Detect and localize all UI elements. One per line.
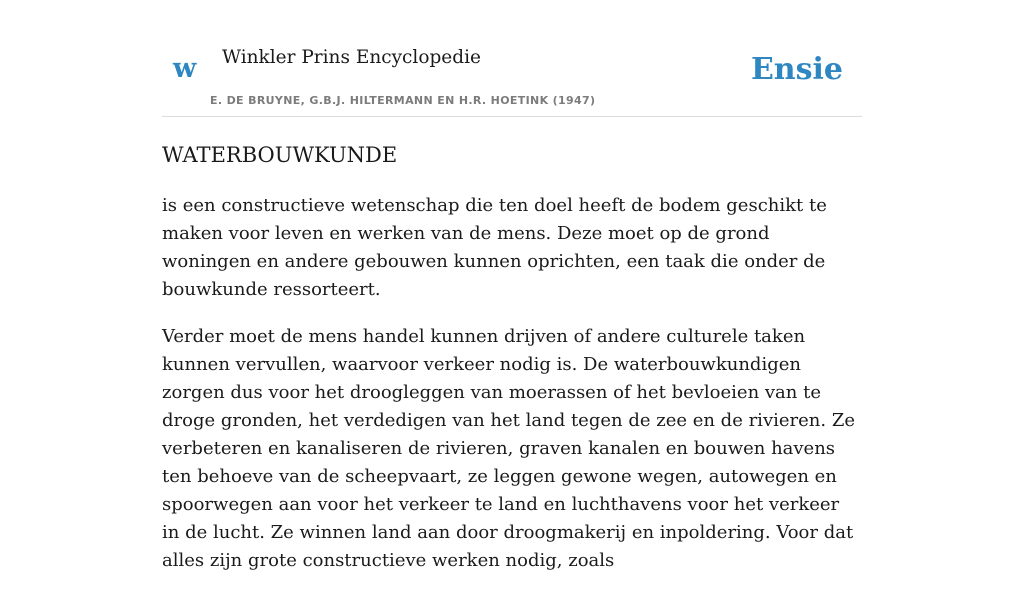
content-column (162, 0, 862, 571)
article-paragraph: Verder moet de mens handel kunnen drijven of andere culturele taken kunnen vervullen, waarvoor verkeer nodig is. De waterbouwkundigen zorgen dus voor het droogleggen van moerassen of het bevloeien van te droge gronden, het verdedigen van het land tegen de zee en de rivieren. Ze verbeteren en kanaliseren de rivieren, graven kanalen en bouwen havens ten behoeve van de scheepvaart, ze leggen gewone wegen, autowegen en spoorwegen aan voor het verkeer te land en luchthavens voor het verkeer in de lucht. Ze winnen land aan door droogmakerij en inpoldering. Voor dat alles zijn grote constructieve werken nodig, zoals (162, 326, 855, 571)
authors-byline: E. DE BRUYNE, G.B.J. HILTERMANN EN H.R. HOETINK (1947) (210, 94, 596, 107)
brand-logo[interactable]: Ensie (750, 52, 843, 87)
article-body (162, 192, 862, 594)
article-paragraph: is een constructieve wetenschap die ten doel heeft de bodem geschikt te maken voor leven en werken van de mens. Deze moet op de grond woningen en andere gebouwen kunnen oprichten, een taak die onder de bouwkunde ressorteert. (162, 195, 827, 300)
site-title[interactable]: Winkler Prins Encyclopedie (222, 47, 481, 68)
article-title: WATERBOUWKUNDE (162, 143, 398, 167)
site-logo[interactable]: w (173, 53, 197, 84)
site-header (162, 0, 862, 117)
